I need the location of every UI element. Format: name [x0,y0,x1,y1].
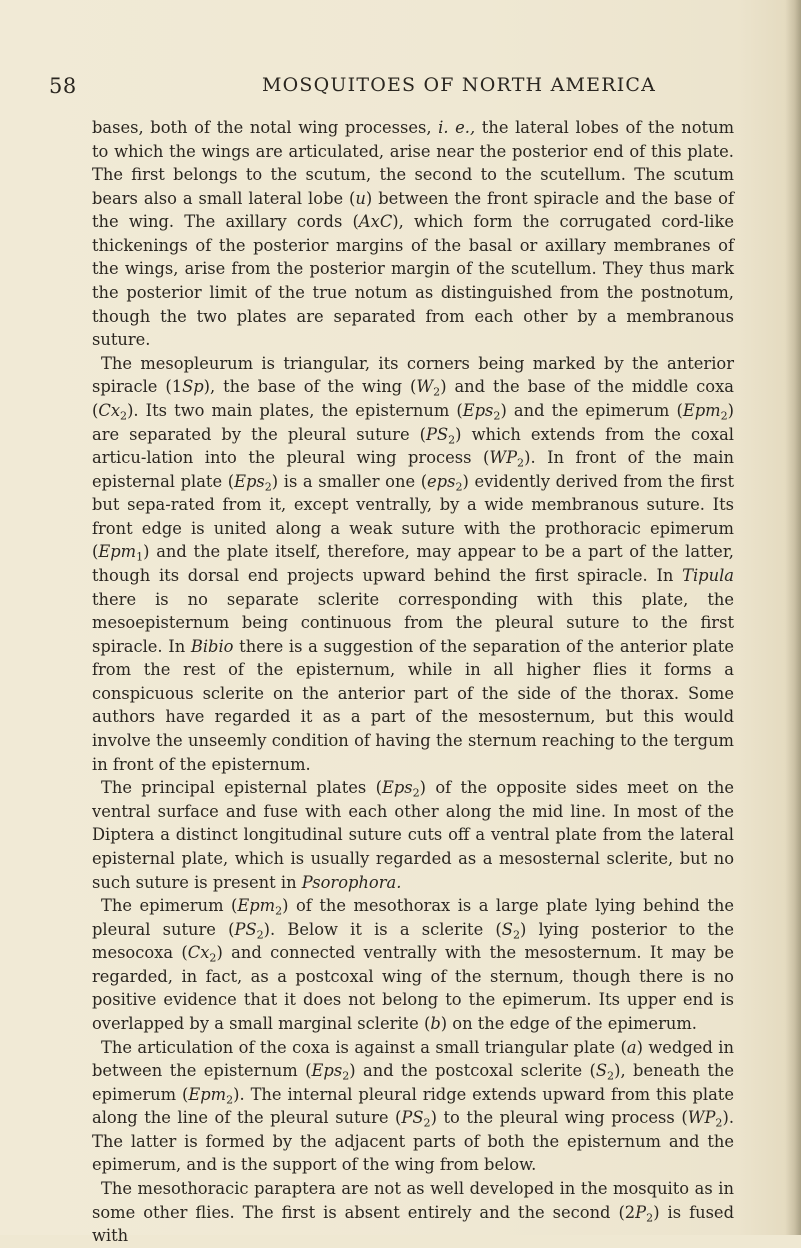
running-head [0,74,801,100]
paragraph-mesopleurum: The mesopleurum is triangular, its corners being marked by the anterior spiracle (1Sp), the base of the wing $(W_2)$ and the base of the middle coxa $(Cx_2)$. Its two main plates, the episternum (Eps$_2$) and the epimerum (Epm$_2$) are separated by the pleural suture $(PS_2)$ which extends from the coxal articu-lation into the pleural wing process $(WP_2)$. In front of the main episternal plate (Eps$_2$) is a smaller one (eps$_2$) evidently derived from the first but sepa-rated from it, except ventrally, by a wide membranous suture. Its front edge is united along a weak suture with the prothoracic epimerum (Epm$_1$) and the plate itself, therefore, may appear to be a part of the latter, though its dorsal end projects upward behind the first spiracle. In Tipula there is no separate sclerite corresponding with this plate, the mesoepisternum being continuous from the pleural suture to the first spiracle. In Bibio there is a suggestion of the separation of the anterior plate from the rest of the episternum, while in all higher flies it forms a conspicuous sclerite on the anterior part of the side of the thorax. Some authors have regarded it as a part of the mesosternum, but this would involve the unseemly condition of having the sternum reaching to the tergum in front of the episternum. [92,353,735,774]
paragraph-episternal-plates: The principal episternal plates (Eps$_2$) of the opposite sides meet on the ventral surface and fuse with each other along the mid line. In most of the Diptera a distinct longitudinal suture cuts off a ventral plate from the lateral episternal plate, which is usually regarded as a mesosternal sclerite, but no such suture is present in Psorophora. [92,778,734,892]
paragraph-epimerum: The epimerum (Epm$_2$) of the mesothorax is a large plate lying behind the pleural suture $(PS_2)$. Below it is a sclerite $(S_2)$ lying posterior to the mesocoxa $(Cx_2)$ and connected ventrally with the mesosternum. It may be regarded, in fact, as a postcoxal wing of the sternum, though there is no positive evidence that it does not belong to the epimerum. Its upper end is overlapped by a small marginal sclerite (b) on the edge of the epimerum. [92,896,735,1033]
running-title: MOSQUITOES OF NORTH AMERICA [262,74,657,96]
page-number: 58 [49,74,77,98]
page-edge-shadow [785,0,801,1235]
paragraph-notal-processes: bases, both of the notal wing processes, i. e., the lateral lobes of the notum to which the wings are articulated, arise near the posterior end of this plate. The first belongs to the scutum, the second to the scutellum. The scutum bears also a small lateral lobe (u) between the front spiracle and the base of the wing. The axillary cords (AxC), which form the corrugated cord-like thickenings of the posterior margins of the basal or axillary membranes of the wings, arise from the posterior margin of the scutellum. They thus mark the posterior limit of the true notum as distinguished from the postnotum, though the two plates are separated from each other by a membranous suture. [92,118,735,350]
body-text [92,116,734,1248]
paragraph-coxa-articulation: The articulation of the coxa is against a small triangular plate (a) wedged in between the episternum (Eps$_2$) and the postcoxal sclerite $(S_2)$, beneath the epimerum (Epm$_2$). The internal pleural ridge extends upward from this plate along the line of the pleural suture $(PS_2)$ to the pleural wing process $(WP_2)$. The latter is formed by the adjacent parts of both the episternum and the epimerum, and is the support of the wing from below. [92,1037,735,1175]
paragraph-paraptera: The mesothoracic paraptera are not as well developed in the mosquito as in some other flies. The first is absent entirely and the second $(2P_2)$ is fused with [92,1179,734,1246]
